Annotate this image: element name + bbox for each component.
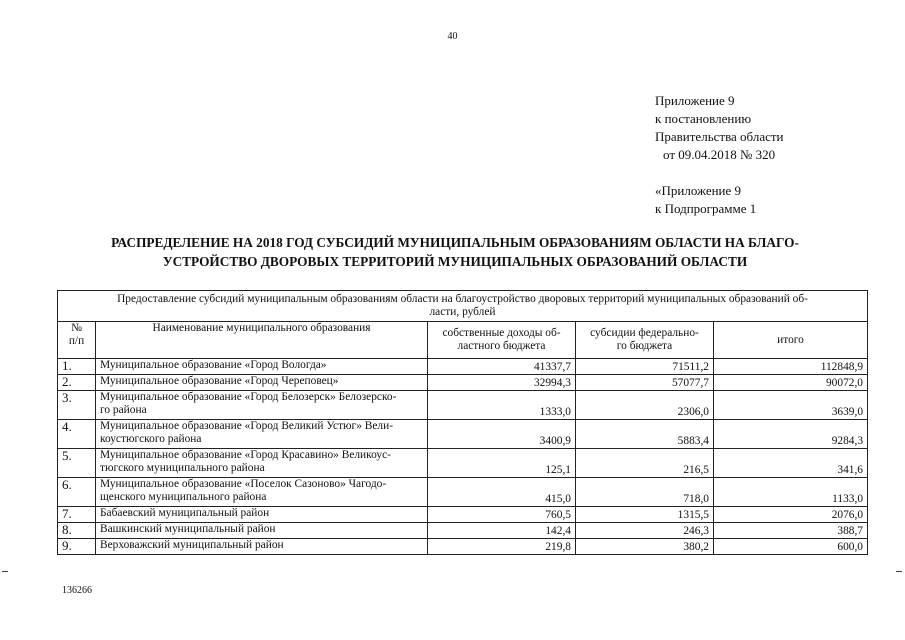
row-total: 1133,0: [714, 478, 868, 507]
row-total: 2076,0: [714, 507, 868, 523]
row-number: 8.: [58, 523, 96, 539]
header-name: Наименование муниципального образования: [96, 322, 428, 359]
title-line: УСТРОЙСТВО ДВОРОВЫХ ТЕРРИТОРИЙ МУНИЦИПАЛЬНЫХ ОБРАЗОВАНИЙ ОБЛАСТИ: [162, 254, 748, 269]
appendix-line: Приложение 9: [655, 93, 735, 108]
document-title: [40, 233, 870, 271]
appendix-ref-line: к Подпрограмме 1: [655, 201, 757, 216]
row-number: 4.: [58, 420, 96, 449]
name-line: Муниципальное образование «Город Вологда»: [100, 359, 327, 371]
row-name: [96, 478, 428, 507]
appendix-header: [655, 92, 784, 164]
row-total: 90072,0: [714, 375, 868, 391]
name-line: коустюгского района: [100, 433, 202, 445]
appendix-reference: [655, 182, 756, 218]
table-caption: [58, 291, 868, 322]
appendix-line: Правительства области: [655, 129, 784, 144]
row-own-income: 32994,3: [428, 375, 576, 391]
margin-mark: [2, 571, 8, 572]
header-text: ластного бюджета: [457, 340, 546, 352]
header-text: собственные доходы об-: [442, 327, 561, 339]
row-name: [96, 539, 428, 555]
row-federal-subsidy: 246,3: [576, 523, 714, 539]
header-text: №: [71, 322, 82, 334]
table-row: [58, 375, 868, 391]
row-name: [96, 507, 428, 523]
name-line: Вашкинский муниципальный район: [100, 523, 276, 535]
row-own-income: 142,4: [428, 523, 576, 539]
row-total: 112848,9: [714, 359, 868, 375]
table-row: [58, 507, 868, 523]
name-line: Муниципальное образование «Город Череповец»: [100, 375, 339, 387]
header-text: го бюджета: [616, 340, 673, 352]
table-row: [58, 478, 868, 507]
appendix-date: от 09.04.2018 № 320: [663, 147, 776, 162]
row-total: 388,7: [714, 523, 868, 539]
name-line: Муниципальное образование «Город Белозерск» Белозерско-: [100, 391, 397, 403]
row-total: 9284,3: [714, 420, 868, 449]
name-line: щенского муниципального района: [100, 491, 267, 503]
row-federal-subsidy: 57077,7: [576, 375, 714, 391]
table-row: [58, 539, 868, 555]
header-total: итого: [714, 322, 868, 359]
table-header-row: [58, 322, 868, 359]
caption-line: ласти, рублей: [429, 306, 496, 318]
row-federal-subsidy: 5883,4: [576, 420, 714, 449]
page-number: 40: [447, 31, 458, 42]
name-line: тюгского муниципального района: [100, 462, 265, 474]
name-line: Муниципальное образование «Поселок Сазоново» Чагодо-: [100, 478, 387, 490]
row-own-income: 41337,7: [428, 359, 576, 375]
row-number: 3.: [58, 391, 96, 420]
header-own-income: [428, 322, 576, 359]
table-row: [58, 449, 868, 478]
row-number: 5.: [58, 449, 96, 478]
header-number: [58, 322, 96, 359]
row-own-income: 760,5: [428, 507, 576, 523]
row-own-income: 219,8: [428, 539, 576, 555]
table-caption-row: [58, 291, 868, 322]
row-own-income: 415,0: [428, 478, 576, 507]
header-federal-subsidy: [576, 322, 714, 359]
row-federal-subsidy: 216,5: [576, 449, 714, 478]
name-line: Муниципальное образование «Город Красавино» Великоус-: [100, 449, 391, 461]
row-name: [96, 523, 428, 539]
appendix-ref-line: «Приложение 9: [655, 183, 742, 198]
name-line: Бабаевский муниципальный район: [100, 507, 270, 519]
row-federal-subsidy: 71511,2: [576, 359, 714, 375]
row-name: [96, 420, 428, 449]
name-line: го района: [100, 404, 147, 416]
caption-line: Предоставление субсидий муниципальным образованиям области на благоустройство дворовых территорий муниципальных образований об-: [117, 293, 808, 305]
header-text: субсидии федерально-: [590, 327, 699, 339]
row-total: 3639,0: [714, 391, 868, 420]
row-federal-subsidy: 2306,0: [576, 391, 714, 420]
table-row: [58, 523, 868, 539]
row-own-income: 1333,0: [428, 391, 576, 420]
row-total: 341,6: [714, 449, 868, 478]
header-text: п/п: [68, 335, 85, 347]
name-line: Муниципальное образование «Город Великий Устюг» Вели-: [100, 420, 394, 432]
row-own-income: 3400,9: [428, 420, 576, 449]
table-row: [58, 359, 868, 375]
footer-code: 136266: [62, 585, 92, 596]
row-number: 9.: [58, 539, 96, 555]
row-number: 2.: [58, 375, 96, 391]
row-number: 6.: [58, 478, 96, 507]
row-number: 7.: [58, 507, 96, 523]
table-row: [58, 420, 868, 449]
row-name: [96, 449, 428, 478]
appendix-line: к постановлению: [655, 111, 752, 126]
subsidy-table: [57, 290, 868, 555]
margin-mark: [896, 571, 902, 572]
row-name: [96, 375, 428, 391]
table-row: [58, 391, 868, 420]
row-federal-subsidy: 380,2: [576, 539, 714, 555]
title-line: РАСПРЕДЕЛЕНИЕ НА 2018 ГОД СУБСИДИЙ МУНИЦИПАЛЬНЫМ ОБРАЗОВАНИЯМ ОБЛАСТИ НА БЛАГО-: [111, 235, 799, 250]
row-own-income: 125,1: [428, 449, 576, 478]
row-federal-subsidy: 718,0: [576, 478, 714, 507]
row-total: 600,0: [714, 539, 868, 555]
row-name: [96, 359, 428, 375]
row-number: 1.: [58, 359, 96, 375]
name-line: Верховажский муниципальный район: [100, 539, 284, 551]
row-federal-subsidy: 1315,5: [576, 507, 714, 523]
row-name: [96, 391, 428, 420]
